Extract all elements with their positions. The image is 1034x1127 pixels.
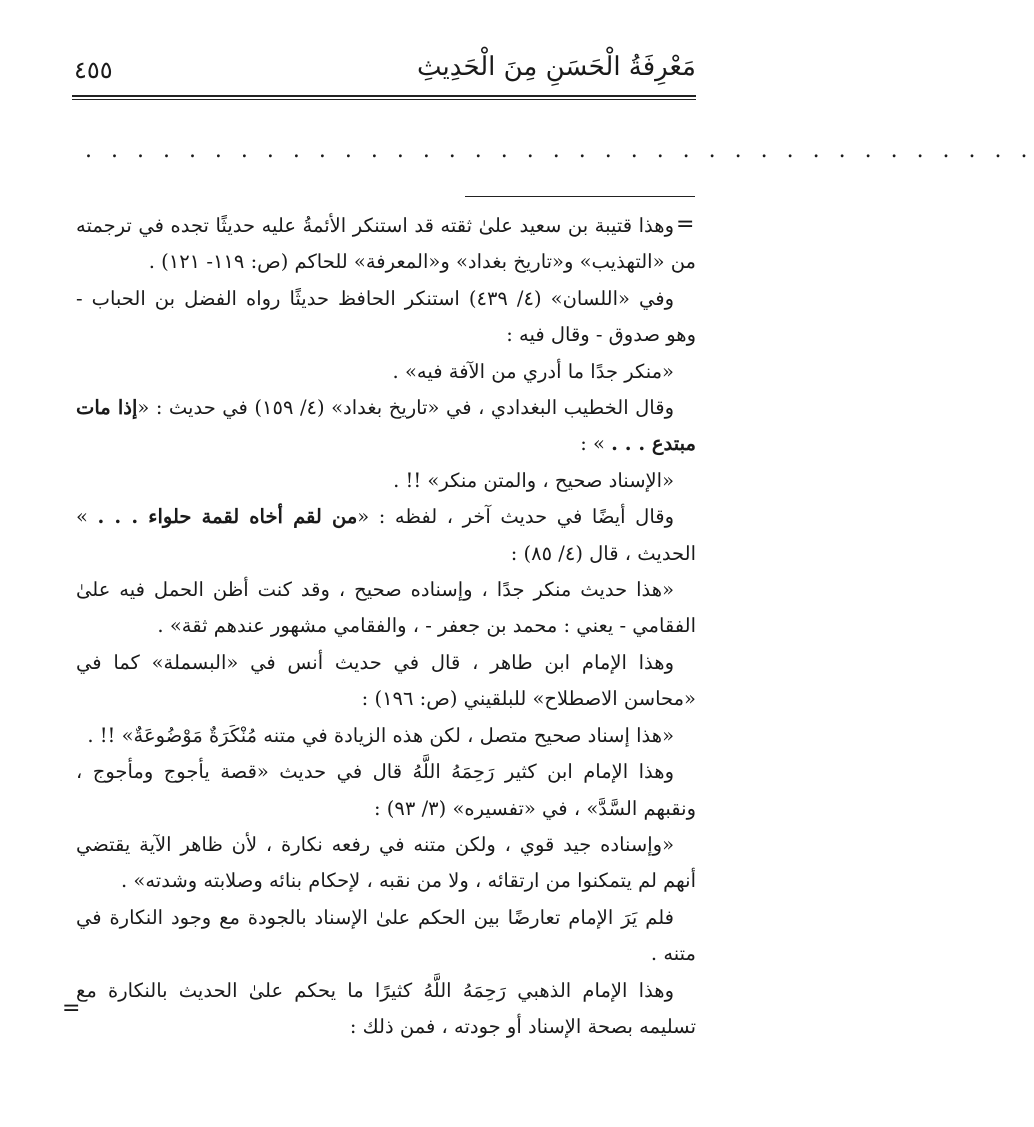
header-rule-thin [72,99,696,100]
header-rule [72,95,696,97]
paragraph-text: «وإسناده جيد قوي ، ولكن متنه في رفعه نكارة ، لأن ظاهر الآية يقتضي أنهم لم يتمكنوا من ارتقائه ، ولا من نقبه ، لإحكام بنائه وصلابته وشدته» . [76,832,696,893]
paragraph-text: وقال أيضًا في حديث آخر ، لفظه : « [357,505,675,529]
continuation-mark-top: = [676,212,695,237]
paragraph-text: «هذا إسناد صحيح متصل ، لكن هذه الزيادة في متنه مُنْكَرَةٌ مَوْضُوعَةٌ» !! . [87,723,674,747]
paragraph [76,208,696,281]
paragraph-text: وهذا الإمام ابن كثير رَحِمَهُ اللَّهُ قال في حديث «قصة يأجوج ومأجوج ، ونقبهم السَّدَّ» ، في «تفسيره» (٣/ ٩٣) : [76,760,696,820]
continuation-mark-bottom: = [62,996,81,1021]
bold-hadith-text: من لقم أخاه لقمة حلواء . . . [97,505,358,529]
paragraph [76,900,696,973]
paragraph-text: وهذا الإمام ابن طاهر ، قال في حديث أنس في «البسملة» كما في «محاسن الاصطلاح» للبلقيني (ص: ١٩٦) : [76,650,696,711]
paragraph-text: وقال الخطيب البغدادي ، في «تاريخ بغداد» (٤/ ١٥٩) في حديث : « [137,396,674,420]
paragraph [76,354,696,390]
bold-hadith-text: إذا مات مبتدع . . . [76,396,696,456]
footnote-separator [465,196,695,197]
paragraph [76,973,696,1046]
paragraph [76,572,696,645]
paragraph-text: وفي «اللسان» (٤/ ٤٣٩) استنكر الحافظ حديثًا رواه الفضل بن الحباب - وهو صدوق - وقال فيه : [76,286,696,347]
paragraph-text: «منكر جدًا ما أدري من الآفة فيه» . [392,359,674,383]
paragraph-text: » : [580,432,612,456]
paragraph-text: وهذا قتيبة بن سعيد علىٰ ثقته قد استنكر الأئمةُ عليه حديثًا تجده في ترجمته من «التهذيب» و«تاريخ بغداد» و«المعرفة» للحاكم (ص: ١١٩- ١٢١) . [76,214,696,274]
paragraph [76,499,696,572]
paragraph [76,718,696,754]
paragraph [76,281,696,354]
footnote-text [76,208,696,1045]
paragraph-text: «هذا حديث منكر جدًا ، وإسناده صحيح ، وقد كنت أظن الحمل فيه علىٰ الفقامي - يعني : محمد بن جعفر - ، والفقامي مشهور عندهم ثقة» . [76,578,696,638]
paragraph-text: وهذا الإمام الذهبي رَحِمَهُ اللَّهُ كثيرًا ما يحكم علىٰ الحديث بالنكارة مع تسليمه بصحة الإسناد أو جودته ، فمن ذلك : [76,978,696,1038]
paragraph [76,390,696,463]
page-header [72,48,696,96]
running-title: مَعْرِفَةُ الْحَسَنِ مِنَ الْحَدِيثِ [417,52,696,82]
ellipsis-dots: . . . . . . . . . . . . . . . . . . . . . . . . . . . . . . . . . . . . . [85,138,1034,163]
paragraph [76,754,696,827]
paragraph [76,827,696,900]
paragraph [76,463,696,499]
page-number: ٤٥٥ [74,56,113,84]
paragraph-text: فلم يَرَ الإمام تعارضًا بين الحكم علىٰ الإسناد بالجودة مع وجود النكارة في متنه . [76,905,696,966]
paragraph-text: » الحديث ، قال (٤/ ٨٥) : [76,505,696,565]
paragraph [76,645,696,718]
paragraph-text: «الإسناد صحيح ، والمتن منكر» !! . [393,468,674,492]
